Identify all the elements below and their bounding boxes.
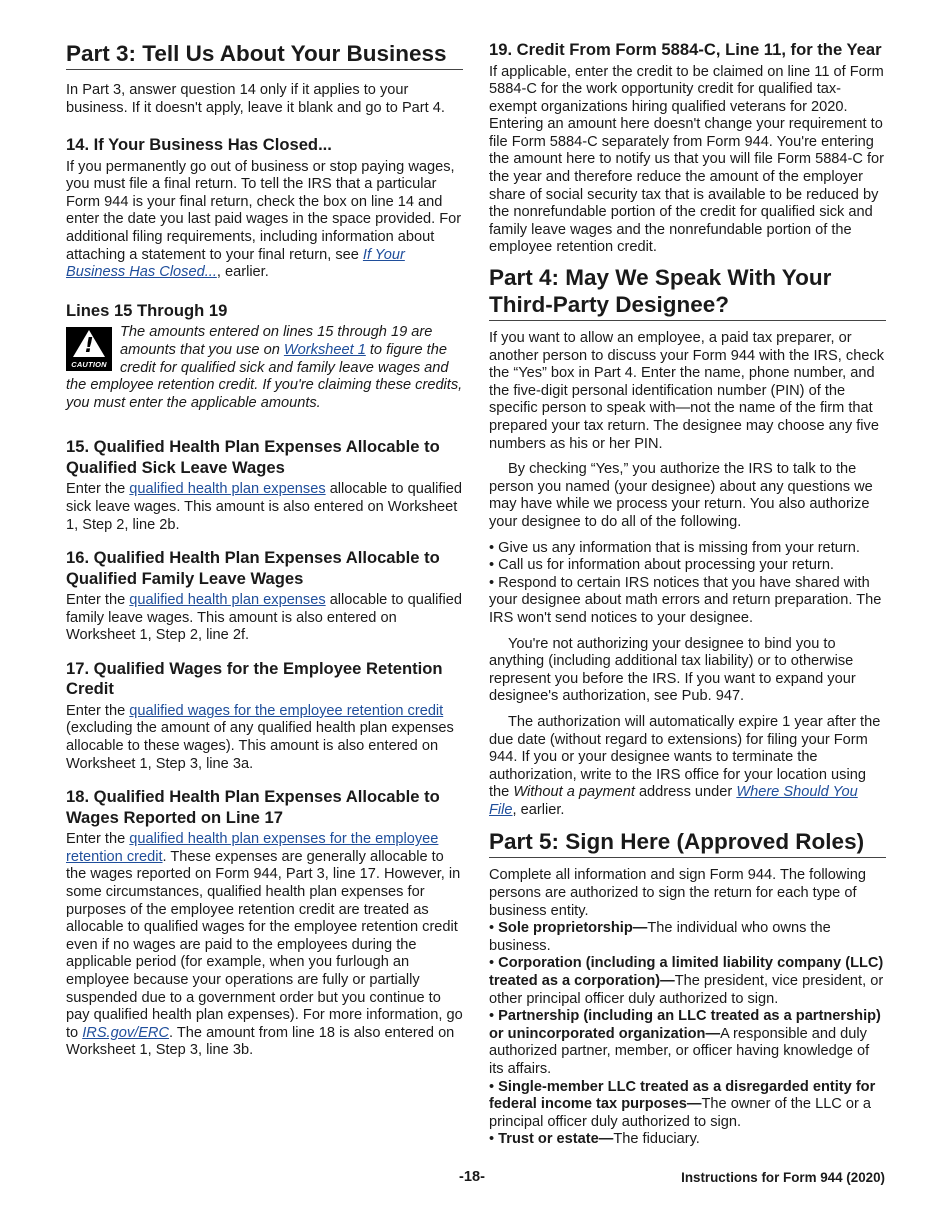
part4-heading: Part 4: May We Speak With Your Third-Party Designee? — [489, 264, 886, 321]
section-14-text: If you permanently go out of business or stop paying wages, you must file a final return. To tell the IRS that a particular Form 944 is your final return, check the box on line 14 and enter the date you last paid wages in the space provided. For additional filing requirements, including information about attaching a statement to your final return, see If Your Business Has Closed..., earlier. — [66, 158, 462, 281]
part3-heading: Part 3: Tell Us About Your Business — [66, 40, 463, 70]
worksheet-1-link[interactable]: Worksheet 1 — [283, 341, 366, 358]
section-18-text: Enter the qualified health plan expenses for the employee retention credit. These expenses are generally allocable to the wages reported on Form 944, Part 3, line 17. However, in some circumstances, qualified health plan expenses for purposes of the employee retention credit are treated as allocable to qualified wages for the employee retention credit even if no wages are paid to the employees during the applicable period (for example, when you furlough an employee because your operations are fully or partially suspended due to a government order but you continue to pay qualified health plan expenses). For more information, go to IRS.gov/ERC. The amount from line 18 is also entered on Worksheet 1, Step 3, line 3b. — [66, 831, 463, 1059]
footer-title: Instructions for Form 944 (2020) — [681, 1170, 885, 1185]
lines-15-19-heading: Lines 15 Through 19 — [66, 300, 228, 320]
caution-note: ! CAUTION The amounts entered on lines 15 through 19 are amounts that you use on Worksheet 1 to figure the credit for qualified sick and family leave wages and the employee retention credit. If you're claiming these credits, you must enter the applicable amounts. — [66, 324, 463, 411]
part4-paragraph-2: By checking “Yes,” you authorize the IRS to talk to the person you named (your designee) about any questions we may have while we process your return. You also authorize your designee to do all of the following. — [489, 461, 873, 530]
part4-paragraph-3: You're not authorizing your designee to bind you to anything (including additional tax liability) or to otherwise represent you before the IRS. If you want to expand your designee's authorization, see Pub. 947. — [489, 635, 856, 705]
where-should-you-file-link[interactable]: Where Should You File — [489, 784, 858, 818]
page-number: -18- — [459, 1169, 485, 1185]
list-item: • Trust or estate—The fiduciary. — [489, 1131, 886, 1149]
left-column — [66, 40, 463, 1060]
list-item: • Partnership (including an LLC treated as a partnership) or unincorporated organization—A responsible and duly authorized partner, member, or officer having knowledge of its affairs. — [489, 1008, 886, 1078]
right-column — [489, 40, 886, 1149]
designee-authority-list — [489, 540, 886, 628]
section-15-heading: 15. Qualified Health Plan Expenses Allocable to Qualified Sick Leave Wages — [66, 437, 440, 477]
section-16-text: Enter the qualified health plan expenses allocable to qualified family leave wages. This amount is also entered on Worksheet 1, Step 2, line 2f. — [66, 592, 462, 644]
section-19-heading: 19. Credit From Form 5884-C, Line 11, for the Year — [489, 40, 882, 59]
section-14-heading: 14. If Your Business Has Closed... — [66, 135, 332, 155]
section-15-text: Enter the qualified health plan expenses allocable to qualified sick leave wages. This amount is also entered on Worksheet 1, Step 2, line 2b. — [66, 481, 462, 533]
list-item: • Corporation (including a limited liability company (LLC) treated as a corporation)—The president, vice president, or other principal officer duly authorized to sign. — [489, 955, 886, 1008]
business-closed-link[interactable]: If Your Business Has Closed... — [66, 246, 405, 281]
qualified-health-plan-expenses-link[interactable]: qualified health plan expenses — [129, 481, 326, 498]
health-plan-expenses-retention-credit-link[interactable]: qualified health plan expenses for the employee retention credit — [66, 831, 439, 865]
section-18-heading: 18. Qualified Health Plan Expenses Allocable to Wages Reported on Line 17 — [66, 787, 440, 827]
list-item: • Call us for information about processing your return. — [489, 557, 886, 575]
qualified-health-plan-expenses-link[interactable]: qualified health plan expenses — [129, 592, 326, 609]
list-item: • Respond to certain IRS notices that you have shared with your designee about math errors and return preparation. The IRS won't send notices to your designee. — [489, 575, 886, 628]
part5-heading: Part 5: Sign Here (Approved Roles) — [489, 828, 886, 858]
approved-roles-list — [489, 920, 886, 1149]
section-16-heading: 16. Qualified Health Plan Expenses Allocable to Qualified Family Leave Wages — [66, 548, 440, 588]
irs-erc-link[interactable]: IRS.gov/ERC — [82, 1024, 170, 1041]
part3-intro: In Part 3, answer question 14 only if it applies to your business. If it doesn't apply, leave it blank and go to Part 4. — [66, 82, 445, 116]
list-item: • Single-member LLC treated as a disregarded entity for federal income tax purposes—The owner of the LLC or a principal officer duly authorized to sign. — [489, 1079, 886, 1132]
list-item: • Give us any information that is missing from your return. — [489, 540, 886, 558]
part4-paragraph-4: The authorization will automatically expire 1 year after the due date (without regard to extensions) for filing your Form 944. If you or your designee wants to terminate the authorization, write to the IRS office for your location using the Without a payment address under Where Should You File, earlier. — [489, 713, 881, 818]
part5-intro: Complete all information and sign Form 944. The following persons are authorized to sign the return for each type of business entity. — [489, 867, 866, 919]
part4-paragraph-1: If you want to allow an employee, a paid tax preparer, or another person to discuss your Form 944 with the IRS, check the “Yes” box in Part 4. Enter the name, phone number, and the five-digit personal identification number (PIN) of the specific person to speak with—not the name of the firm that prepared your tax return. The designee may choose any five numbers as his or her PIN. — [489, 330, 885, 452]
section-17-text: Enter the qualified wages for the employee retention credit (excluding the amount of any qualified health plan expenses allocable to these wages). This amount is also entered on Worksheet 1, Step 3, line 3a. — [66, 702, 454, 772]
caution-icon: ! CAUTION — [66, 327, 112, 371]
qualified-wages-retention-credit-link[interactable]: qualified wages for the employee retention credit — [129, 702, 444, 719]
section-19-text: If applicable, enter the credit to be claimed on line 11 of Form 5884-C for the work opportunity credit for qualified tax-exempt organizations hiring qualified veterans for 2020. Entering an amount here doesn't change your requirement to file Form 5884-C separately from Form 944. You're entering the amount here to notify us that you will file Form 5884-C for the year and therefore reduce the amount of the employer share of social security tax that is available to be reduced by the nonrefundable portion of the credit for qualified sick and family leave wages and the nonrefundable portion of the employee retention credit. — [489, 63, 885, 256]
section-17-heading: 17. Qualified Wages for the Employee Retention Credit — [66, 658, 443, 699]
list-item: • Sole proprietorship—The individual who owns the business. — [489, 920, 886, 955]
